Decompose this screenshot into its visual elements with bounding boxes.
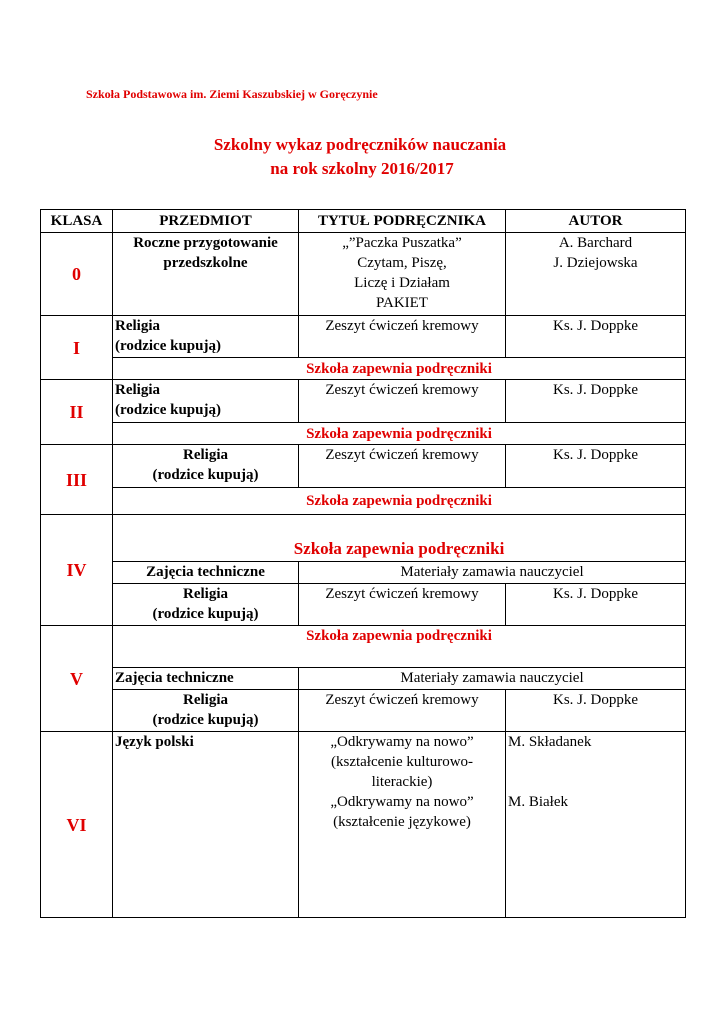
table-row — [41, 380, 686, 423]
school-year: na rok szkolny 2016/2017 — [270, 159, 454, 178]
school-provides-note: Szkoła zapewnia podręczniki — [113, 515, 686, 562]
table-row — [41, 690, 686, 732]
author-line: M. Składanek — [508, 734, 592, 750]
title-line: (kształcenie kulturowo- — [330, 754, 474, 770]
table-row — [41, 488, 686, 515]
subject-cell — [113, 233, 299, 316]
table-row — [41, 358, 686, 380]
table-row — [41, 626, 686, 668]
subject-line: Roczne przygotowanie — [133, 235, 278, 251]
title-cell: Zeszyt ćwiczeń kremowy — [299, 380, 506, 423]
materials-note: Materiały zamawia nauczyciel — [299, 562, 686, 584]
subject-line: (rodzice kupują) — [152, 712, 259, 728]
col-header-subject: PRZEDMIOT — [113, 210, 299, 233]
author-line: J. Dziejowska — [553, 255, 638, 271]
subject-line: przedszkolne — [163, 255, 248, 271]
subject-line: Religia — [115, 382, 160, 398]
title-line: „”Paczka Puszatka” — [342, 235, 462, 251]
subject-line: Religia — [183, 586, 228, 602]
subject-line: (rodzice kupują) — [115, 402, 221, 418]
subject-cell — [113, 445, 299, 488]
subject-line: Religia — [183, 447, 228, 463]
title-line: Czytam, Piszę, — [357, 255, 447, 271]
title-cell: Zeszyt ćwiczeń kremowy — [299, 316, 506, 358]
title-line: „Odkrywamy na nowo” — [330, 794, 474, 810]
subject-cell — [113, 690, 299, 732]
author-cell: Ks. J. Doppke — [506, 316, 686, 358]
author-cell: Ks. J. Doppke — [506, 445, 686, 488]
school-provides-note: Szkoła zapewnia podręczniki — [113, 626, 686, 668]
subject-line: (rodzice kupują) — [152, 467, 259, 483]
title-line: PAKIET — [376, 295, 428, 311]
title-cell — [299, 233, 506, 316]
table-header-row — [41, 210, 686, 233]
col-header-author: AUTOR — [506, 210, 686, 233]
school-provides-note: Szkoła zapewnia podręczniki — [113, 423, 686, 445]
author-line: M. Białek — [508, 794, 568, 810]
subject-cell: Zajęcia techniczne — [113, 562, 299, 584]
author-cell — [506, 233, 686, 316]
table-row — [41, 316, 686, 358]
col-header-title: TYTUŁ PODRĘCZNIKA — [299, 210, 506, 233]
table-row — [41, 423, 686, 445]
col-header-class: KLASA — [41, 210, 113, 233]
title-line: literackie) — [371, 774, 433, 790]
title-line: „Odkrywamy na nowo” — [330, 734, 474, 750]
title-cell: Zeszyt ćwiczeń kremowy — [299, 584, 506, 626]
author-cell: Ks. J. Doppke — [506, 584, 686, 626]
school-name: Szkoła Podstawowa im. Ziemi Kaszubskiej w Goręczynie — [86, 87, 378, 101]
table-row — [41, 515, 686, 562]
subject-line: Religia — [115, 318, 160, 334]
table-row — [41, 584, 686, 626]
table-row — [41, 668, 686, 690]
title-cell: Zeszyt ćwiczeń kremowy — [299, 445, 506, 488]
subject-cell — [113, 584, 299, 626]
textbook-table — [40, 209, 686, 918]
table-row — [41, 562, 686, 584]
class-label: VI — [41, 732, 113, 918]
class-label: II — [41, 380, 113, 445]
title-cell: Zeszyt ćwiczeń kremowy — [299, 690, 506, 732]
class-label: 0 — [41, 233, 113, 316]
author-cell: Ks. J. Doppke — [506, 380, 686, 423]
subject-cell — [113, 316, 299, 358]
document-title: Szkolny wykaz podręczników nauczania — [213, 135, 507, 154]
subject-cell — [113, 380, 299, 423]
subject-line: (rodzice kupują) — [115, 338, 221, 354]
class-label: III — [41, 445, 113, 515]
author-cell — [506, 732, 686, 918]
class-label: V — [41, 626, 113, 732]
class-label: I — [41, 316, 113, 380]
table-row — [41, 233, 686, 316]
author-cell: Ks. J. Doppke — [506, 690, 686, 732]
author-line: A. Barchard — [558, 235, 633, 251]
title-line: (kształcenie językowe) — [333, 814, 471, 830]
table-row — [41, 732, 686, 918]
subject-line: (rodzice kupują) — [152, 606, 259, 622]
table-row — [41, 445, 686, 488]
school-provides-note: Szkoła zapewnia podręczniki — [113, 488, 686, 515]
subject-line: Religia — [183, 692, 228, 708]
title-line: Liczę i Działam — [354, 275, 450, 291]
school-provides-note: Szkoła zapewnia podręczniki — [113, 358, 686, 380]
class-label: IV — [41, 515, 113, 626]
title-cell — [299, 732, 506, 918]
subject-cell: Język polski — [113, 732, 299, 918]
materials-note: Materiały zamawia nauczyciel — [299, 668, 686, 690]
subject-cell: Zajęcia techniczne — [113, 668, 299, 690]
